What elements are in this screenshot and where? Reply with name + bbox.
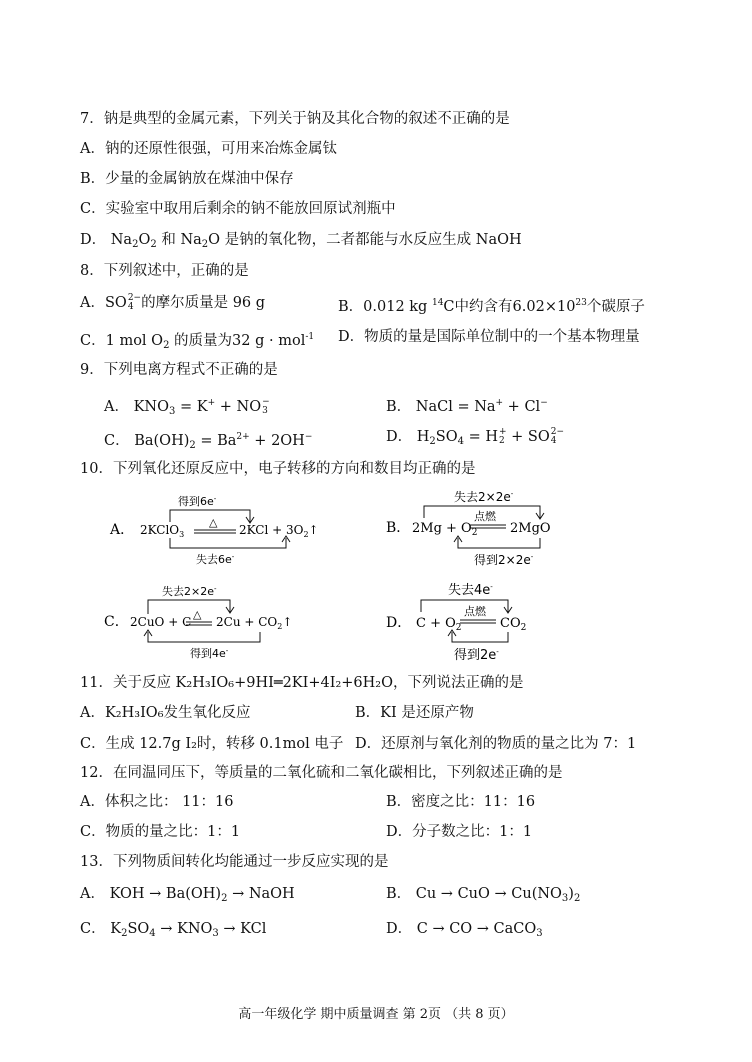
q13-stem: 13．下列物质间转化均能通过一步反应实现的是 bbox=[80, 854, 389, 870]
q8-option-d: D．物质的量是国际单位制中的一个基本物理量 bbox=[338, 329, 640, 345]
q12-option-b: B．密度之比：11：16 bbox=[386, 794, 536, 810]
q10-c-products: $2Cu + CO_2↑$ bbox=[216, 615, 293, 631]
q10-a-reactant: 2KClO$_3$ bbox=[140, 523, 185, 539]
q8-stem: 8．下列叙述中，正确的是 bbox=[80, 263, 249, 279]
q10-a-bottom-label: 失去6e- bbox=[196, 553, 235, 566]
q10-d-product: $CO_2$ bbox=[500, 616, 527, 633]
q10-c-reactants: 2CuO + C bbox=[130, 615, 192, 629]
q7-option-b: B．少量的金属钠放在煤油中保存 bbox=[80, 171, 294, 187]
q10-option-c-diagram bbox=[100, 582, 320, 662]
q10-d-top-label: 失去4e- bbox=[448, 583, 493, 598]
q9-option-b: B． NaCl = Na+ + Cl− bbox=[386, 398, 548, 415]
q10-b-condition: 点燃 bbox=[474, 510, 496, 523]
q10-option-d-diagram bbox=[378, 576, 548, 666]
q9-option-d: D． $H_2SO_4 = H$ + 2 + SO 2− 4 bbox=[386, 427, 565, 447]
q10-b-product: 2MgO bbox=[510, 521, 551, 536]
q13-option-c: C． $K_2SO_4 \to KNO_3$ → KCl bbox=[80, 921, 267, 939]
q10-c-bottom-label: 得到4e- bbox=[190, 647, 229, 660]
q10-d-label: D． bbox=[386, 615, 412, 631]
q10-option-b-diagram bbox=[378, 484, 578, 570]
q11-option-b: B．KI 是还原产物 bbox=[355, 705, 474, 721]
q10-c-top-label: 失去2×2e- bbox=[162, 585, 217, 598]
q12-option-d: D．分子数之比：1：1 bbox=[386, 824, 533, 840]
q10-stem: 10．下列氧化还原反应中，电子转移的方向和数目均正确的是 bbox=[80, 461, 476, 477]
q12-stem: 12．在同温同压下，等质量的二氧化硫和二氧化碳相比，下列叙述正确的是 bbox=[80, 765, 563, 781]
q10-b-label: B． bbox=[386, 520, 411, 536]
q12-option-c: C．物质的量之比：1：1 bbox=[80, 824, 241, 840]
q10-d-bottom-label: 得到2e- bbox=[454, 648, 499, 663]
q10-c-heat-sign: △ bbox=[193, 608, 202, 621]
q9-stem: 9．下列电离方程式不正确的是 bbox=[80, 362, 278, 378]
q13-option-b: B． Cu → CuO → $Cu(NO_3)_2$ bbox=[386, 886, 581, 904]
q11-option-c: C．生成 12.7g I₂时，转移 0.1mol 电子 bbox=[80, 736, 344, 752]
q7-stem: 7．钠是典型的金属元素，下列关于钠及其化合物的叙述不正确的是 bbox=[80, 111, 510, 127]
q13-option-d: D． C → CO → CaCO$_3$ bbox=[386, 921, 543, 939]
q11-option-a: A．K₂H₃IO₆发生氧化反应 bbox=[80, 705, 251, 721]
q11-option-d: D．还原剂与氧化剂的物质的量之比为 7：1 bbox=[355, 736, 637, 752]
q13-option-a: A． KOH → $Ba(OH)_2$ → NaOH bbox=[80, 886, 295, 904]
q9-option-c: C． $Ba(OH)_2 = Ba^{2+} + 2OH^-$ bbox=[104, 432, 313, 451]
q12-option-a: A．体积之比： 11：16 bbox=[80, 794, 234, 810]
q7-option-d: D． $Na_2O_2$ 和 $Na_2O$ 是钠的氧化物，二者都能与水反应生成 NaOH bbox=[80, 232, 522, 250]
q10-a-label: A． bbox=[110, 522, 135, 538]
q10-a-heat-sign: △ bbox=[209, 516, 218, 529]
q10-a-top-label: 得到6e- bbox=[178, 495, 217, 508]
q8-option-a: A．SO 2− 4 的摩尔质量是 96 g bbox=[80, 293, 266, 312]
q8-option-b: B．0.012 kg $^{14}$C中约含有$6.02\times 10^{23}$个碳原子 bbox=[338, 298, 645, 315]
q7-option-a: A．钠的还原性很强，可用来冶炼金属钛 bbox=[80, 141, 337, 157]
q10-b-reactants: $2Mg + O_2$ bbox=[412, 521, 478, 538]
q10-d-condition: 点燃 bbox=[464, 605, 486, 618]
q11-stem: 11．关于反应 K₂H₃IO₆+9HI═2KI+4I₂+6H₂O，下列说法正确的是 bbox=[80, 675, 524, 691]
q8-option-c: C．1 mol $O_2$ 的质量为32 g · mol$^{-1}$ bbox=[80, 332, 315, 351]
q10-c-label: C． bbox=[104, 614, 129, 630]
q10-option-a-diagram bbox=[100, 486, 320, 566]
q10-d-reactants: $C + O_2$ bbox=[416, 616, 462, 633]
q10-b-bottom-label: 得到2×2e- bbox=[474, 553, 534, 567]
q7-option-c: C．实验室中取用后剩余的钠不能放回原试剂瓶中 bbox=[80, 201, 396, 217]
q10-a-products: $2KCl + 3O_2↑$ bbox=[239, 523, 319, 539]
q10-b-top-label: 失去2×2e- bbox=[454, 490, 514, 504]
page-footer: 高一年级化学 期中质量调查 第 2页 （共 8 页） bbox=[238, 1007, 514, 1022]
q9-option-a: A． $KNO_3 = K^+$ + NO − 3 bbox=[104, 397, 270, 417]
